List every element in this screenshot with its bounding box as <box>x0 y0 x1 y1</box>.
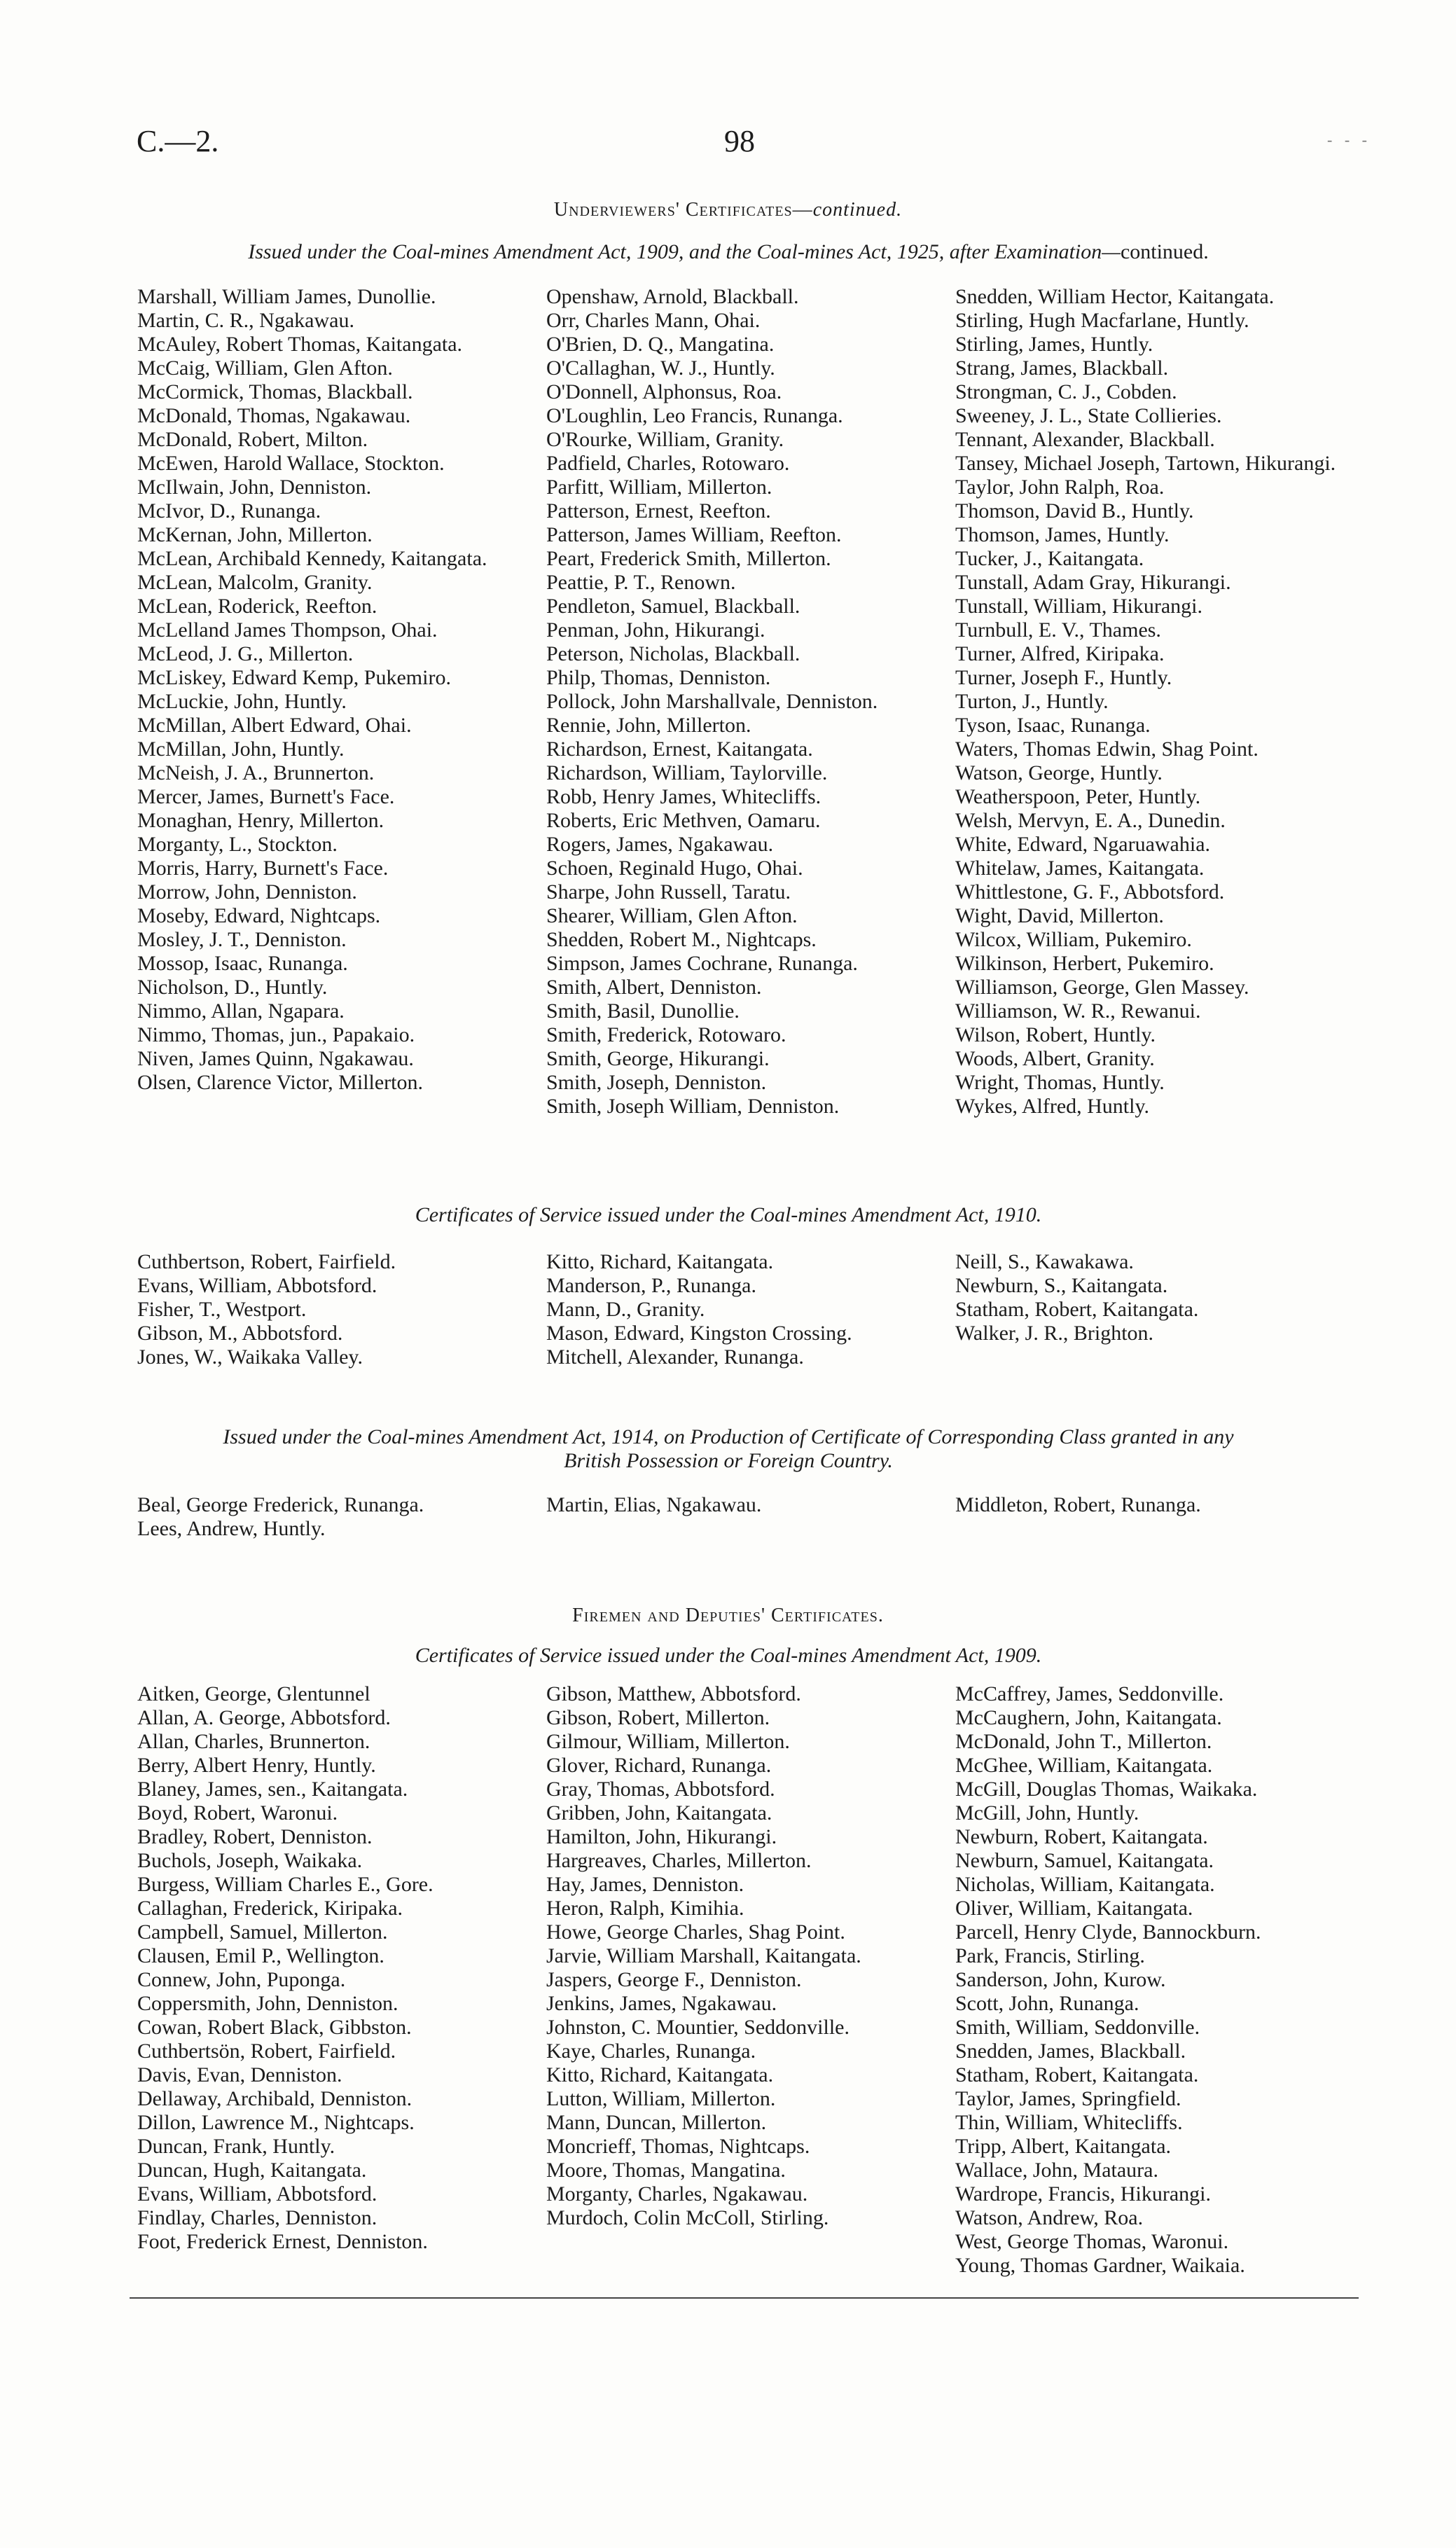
list-item: Jones, W., Waikaka Valley. <box>137 1345 363 1369</box>
list-item: McLean, Roderick, Reefton. <box>137 595 377 618</box>
list-item: Smith, Joseph William, Denniston. <box>546 1095 840 1118</box>
list-item: Oliver, William, Kaitangata. <box>955 1897 1193 1920</box>
list-item: Stirling, Hugh Macfarlane, Huntly. <box>955 309 1249 332</box>
list-item: Wallace, John, Mataura. <box>955 2159 1158 2182</box>
list-item: McGill, John, Huntly. <box>955 1801 1139 1825</box>
list-item: Burgess, William Charles E., Gore. <box>137 1873 434 1896</box>
list-item: Walker, J. R., Brighton. <box>955 1322 1154 1345</box>
list-item: Pendleton, Samuel, Blackball. <box>546 595 800 618</box>
list-item: Snedden, William Hector, Kaitangata. <box>955 285 1275 308</box>
list-item: Sharpe, John Russell, Taratu. <box>546 880 791 903</box>
list-item: Thomson, David B., Huntly. <box>955 499 1194 522</box>
list-item: Smith, William, Seddonville. <box>955 2016 1200 2039</box>
list-item: West, George Thomas, Waronui. <box>955 2230 1229 2253</box>
list-item: Richardson, Ernest, Kaitangata. <box>546 738 813 761</box>
list-item: Whittlestone, G. F., Abbotsford. <box>955 880 1225 903</box>
list-item: McCaig, William, Glen Afton. <box>137 356 393 380</box>
list-item: Aitken, George, Glentunnel <box>137 1682 370 1705</box>
list-item: Evans, William, Abbotsford. <box>137 1274 377 1297</box>
list-item: McAuley, Robert Thomas, Kaitangata. <box>137 333 463 356</box>
list-item: Wykes, Alfred, Huntly. <box>955 1095 1150 1118</box>
list-item: Wilkinson, Herbert, Pukemiro. <box>955 952 1214 975</box>
list-item: Jaspers, George F., Denniston. <box>546 1968 802 1991</box>
list-item: McEwen, Harold Wallace, Stockton. <box>137 452 445 475</box>
list-item: Pollock, John Marshallvale, Denniston. <box>546 690 878 713</box>
list-item: Peterson, Nicholas, Blackball. <box>546 642 800 665</box>
list-item: Wardrope, Francis, Hikurangi. <box>955 2182 1211 2206</box>
list-item: Fisher, T., Westport. <box>137 1298 307 1321</box>
list-item: Lees, Andrew, Huntly. <box>137 1517 326 1540</box>
list-item: McCaffrey, James, Seddonville. <box>955 1682 1224 1705</box>
list-item: O'Brien, D. Q., Mangatina. <box>546 333 775 356</box>
list-item: Padfield, Charles, Rotowaro. <box>546 452 790 475</box>
list-item: Roberts, Eric Methven, Oamaru. <box>546 809 821 832</box>
list-item: Manderson, P., Runanga. <box>546 1274 756 1297</box>
list-item: Openshaw, Arnold, Blackball. <box>546 285 799 308</box>
list-item: Glover, Richard, Runanga. <box>546 1754 772 1777</box>
list-item: Martin, C. R., Ngakawau. <box>137 309 354 332</box>
list-item: Sanderson, John, Kurow. <box>955 1968 1166 1991</box>
list-item: McLiskey, Edward Kemp, Pukemiro. <box>137 666 451 689</box>
list-item: Parfitt, William, Millerton. <box>546 476 772 499</box>
list-item: Morris, Harry, Burnett's Face. <box>137 857 389 880</box>
list-item: Nimmo, Allan, Ngapara. <box>137 999 345 1023</box>
list-item: Clausen, Emil P., Wellington. <box>137 1944 384 1967</box>
list-item: Statham, Robert, Kaitangata. <box>955 2063 1199 2086</box>
name-columns-underviewers <box>137 285 1371 1119</box>
list-item: Peattie, P. T., Renown. <box>546 571 736 594</box>
list-item: Marshall, William James, Dunollie. <box>137 285 436 308</box>
list-item: Martin, Elias, Ngakawau. <box>546 1493 762 1516</box>
list-item: Bradley, Robert, Denniston. <box>137 1825 373 1848</box>
column-3 <box>955 285 1371 1119</box>
list-item: Buchols, Joseph, Waikaka. <box>137 1849 363 1872</box>
list-item: Mossop, Isaac, Runanga. <box>137 952 348 975</box>
list-item: Shedden, Robert M., Nightcaps. <box>546 928 817 951</box>
list-item: Turner, Alfred, Kiripaka. <box>955 642 1165 665</box>
list-item: Niven, James Quinn, Ngakawau. <box>137 1047 414 1070</box>
name-columns-1914 <box>137 1493 1371 1541</box>
list-item: Waters, Thomas Edwin, Shag Point. <box>955 738 1259 761</box>
list-item: Sweeney, J. L., State Collieries. <box>955 404 1222 427</box>
list-item: McDonald, John T., Millerton. <box>955 1730 1212 1753</box>
list-item: Tyson, Isaac, Runanga. <box>955 714 1151 737</box>
list-item: Kaye, Charles, Runanga. <box>546 2040 756 2063</box>
list-item: Morganty, L., Stockton. <box>137 833 338 856</box>
list-item: Newburn, Robert, Kaitangata. <box>955 1825 1208 1848</box>
list-item: Cowan, Robert Black, Gibbston. <box>137 2016 412 2039</box>
list-item: Coppersmith, John, Denniston. <box>137 1992 398 2015</box>
list-item: Robb, Henry James, Whitecliffs. <box>546 785 821 808</box>
list-item: Watson, Andrew, Roa. <box>955 2206 1144 2229</box>
list-item: Nicholson, D., Huntly. <box>137 976 328 999</box>
list-item: Moncrieff, Thomas, Nightcaps. <box>546 2135 810 2158</box>
list-item: Gilmour, William, Millerton. <box>546 1730 790 1753</box>
list-item: Mosley, J. T., Denniston. <box>137 928 347 951</box>
list-item: Smith, George, Hikurangi. <box>546 1047 770 1070</box>
list-item: Woods, Albert, Granity. <box>955 1047 1155 1070</box>
list-item: O'Loughlin, Leo Francis, Runanga. <box>546 404 843 427</box>
list-item: Smith, Joseph, Denniston. <box>546 1071 767 1094</box>
section-heading-underviewers <box>0 198 1456 222</box>
list-item: Williamson, W. R., Rewanui. <box>955 999 1201 1023</box>
list-item: Duncan, Hugh, Kaitangata. <box>137 2159 367 2182</box>
list-item: Smith, Basil, Dunollie. <box>546 999 740 1023</box>
list-item: Gibson, Matthew, Abbotsford. <box>546 1682 801 1705</box>
section-subheading <box>112 240 1345 264</box>
column-1 <box>137 285 546 1119</box>
list-item: Connew, John, Puponga. <box>137 1968 346 1991</box>
list-item: O'Donnell, Alphonsus, Roa. <box>546 380 782 403</box>
list-item: Nicholas, William, Kaitangata. <box>955 1873 1215 1896</box>
list-item: Taylor, James, Springfield. <box>955 2087 1181 2110</box>
list-item: McLean, Archibald Kennedy, Kaitangata. <box>137 547 487 570</box>
list-item: Boyd, Robert, Waronui. <box>137 1801 338 1825</box>
list-item: Heron, Ralph, Kimihia. <box>546 1897 744 1920</box>
list-item: Newburn, S., Kaitangata. <box>955 1274 1168 1297</box>
list-item: Mercer, James, Burnett's Face. <box>137 785 395 808</box>
list-item: Monaghan, Henry, Millerton. <box>137 809 384 832</box>
list-item: McIvor, D., Runanga. <box>137 499 321 522</box>
list-item: Mason, Edward, Kingston Crossing. <box>546 1322 852 1345</box>
column-2 <box>546 1250 955 1369</box>
list-item: Snedden, James, Blackball. <box>955 2040 1186 2063</box>
list-item: Olsen, Clarence Victor, Millerton. <box>137 1071 424 1094</box>
list-item: Mann, Duncan, Millerton. <box>546 2111 767 2134</box>
list-item: Beal, George Frederick, Runanga. <box>137 1493 424 1516</box>
list-item: Tunstall, William, Hikurangi. <box>955 595 1202 618</box>
list-item: Weatherspoon, Peter, Huntly. <box>955 785 1201 808</box>
list-item: Hargreaves, Charles, Millerton. <box>546 1849 812 1872</box>
list-item: Dellaway, Archibald, Denniston. <box>137 2087 412 2110</box>
section-subheading-1914 <box>112 1425 1345 1473</box>
name-columns-service-1910 <box>137 1250 1371 1369</box>
list-item: Nimmo, Thomas, jun., Papakaio. <box>137 1023 415 1046</box>
list-item: Scott, John, Runanga. <box>955 1992 1139 2015</box>
list-item: Smith, Frederick, Rotowaro. <box>546 1023 786 1046</box>
list-item: Rogers, James, Ngakawau. <box>546 833 774 856</box>
bottom-rule <box>130 2297 1359 2299</box>
list-item: Gray, Thomas, Abbotsford. <box>546 1778 775 1801</box>
list-item: Tennant, Alexander, Blackball. <box>955 428 1215 451</box>
column-2 <box>546 1682 955 2278</box>
list-item: Kitto, Richard, Kaitangata. <box>546 2063 774 2086</box>
list-item: Watson, George, Huntly. <box>955 761 1163 784</box>
corner-mark: - - - <box>1327 131 1371 148</box>
section-subheading-firemen: Certificates of Service issued under the Coal-mines Amendment Act, 1909. <box>415 1644 1042 1667</box>
list-item: Whitelaw, James, Kaitangata. <box>955 857 1205 880</box>
list-item: Turner, Joseph F., Huntly. <box>955 666 1172 689</box>
list-item: Evans, William, Abbotsford. <box>137 2182 377 2206</box>
list-item: Duncan, Frank, Huntly. <box>137 2135 335 2158</box>
list-item: Jenkins, James, Ngakawau. <box>546 1992 777 2015</box>
list-item: Dillon, Lawrence M., Nightcaps. <box>137 2111 415 2134</box>
list-item: Allan, Charles, Brunnerton. <box>137 1730 370 1753</box>
subheading-main: Issued under the Coal-mines Amendment Act, 1909, and the Coal-mines Act, 1925, after Examination— <box>248 240 1121 263</box>
list-item: Johnston, C. Mountier, Seddonville. <box>546 2016 850 2039</box>
list-item: Mann, D., Granity. <box>546 1298 705 1321</box>
list-item: McKernan, John, Millerton. <box>137 523 373 546</box>
list-item: Tucker, J., Kaitangata. <box>955 547 1144 570</box>
list-item: Gribben, John, Kaitangata. <box>546 1801 772 1825</box>
list-item: Jarvie, William Marshall, Kaitangata. <box>546 1944 861 1967</box>
list-item: Campbell, Samuel, Millerton. <box>137 1920 388 1944</box>
list-item: Callaghan, Frederick, Kiripaka. <box>137 1897 403 1920</box>
list-item: Philp, Thomas, Denniston. <box>546 666 771 689</box>
list-item: McLean, Malcolm, Granity. <box>137 571 373 594</box>
list-item: Tripp, Albert, Kaitangata. <box>955 2135 1172 2158</box>
list-item: Blaney, James, sen., Kaitangata. <box>137 1778 408 1801</box>
list-item: Findlay, Charles, Denniston. <box>137 2206 377 2229</box>
list-item: Wilcox, William, Pukemiro. <box>955 928 1192 951</box>
list-item: McLelland James Thompson, Ohai. <box>137 618 438 642</box>
list-item: McLeod, J. G., Millerton. <box>137 642 354 665</box>
list-item: Peart, Frederick Smith, Millerton. <box>546 547 831 570</box>
list-item: McDonald, Robert, Milton. <box>137 428 368 451</box>
list-item: Morrow, John, Denniston. <box>137 880 357 903</box>
list-item: O'Callaghan, W. J., Huntly. <box>546 356 775 380</box>
list-item: Gibson, Robert, Millerton. <box>546 1706 770 1729</box>
page-number: 98 <box>724 124 755 158</box>
subheading-line-1: Issued under the Coal-mines Amendment Act, 1914, on Production of Certificate of Corresponding Class granted in any <box>223 1425 1234 1448</box>
list-item: McMillan, John, Huntly. <box>137 738 345 761</box>
section-heading-firemen: Firemen and Deputies' Certificates. <box>572 1605 884 1626</box>
subheading-cont: continued. <box>1120 240 1209 263</box>
list-item: Williamson, George, Glen Massey. <box>955 976 1249 999</box>
list-item: Morganty, Charles, Ngakawau. <box>546 2182 808 2206</box>
list-item: Lutton, William, Millerton. <box>546 2087 776 2110</box>
subheading-line-2: British Possession or Foreign Country. <box>564 1449 893 1472</box>
list-item: Taylor, John Ralph, Roa. <box>955 476 1165 499</box>
list-item: Smith, Albert, Denniston. <box>546 976 762 999</box>
list-item: Welsh, Mervyn, E. A., Dunedin. <box>955 809 1226 832</box>
section-heading-cont: continued. <box>812 199 903 221</box>
list-item: Shearer, William, Glen Afton. <box>546 904 798 927</box>
list-item: Moseby, Edward, Nightcaps. <box>137 904 381 927</box>
list-item: Wright, Thomas, Huntly. <box>955 1071 1165 1094</box>
list-item: Simpson, James Cochrane, Runanga. <box>546 952 858 975</box>
name-columns-firemen <box>137 1682 1371 2278</box>
list-item: McNeish, J. A., Brunnerton. <box>137 761 375 784</box>
list-item: Wilson, Robert, Huntly. <box>955 1023 1156 1046</box>
list-item: Hamilton, John, Hikurangi. <box>546 1825 777 1848</box>
list-item: Orr, Charles Mann, Ohai. <box>546 309 761 332</box>
list-item: McLuckie, John, Huntly. <box>137 690 347 713</box>
list-item: Wight, David, Millerton. <box>955 904 1164 927</box>
list-item: Rennie, John, Millerton. <box>546 714 751 737</box>
list-item: Penman, John, Hikurangi. <box>546 618 765 642</box>
list-item: McGhee, William, Kaitangata. <box>955 1754 1213 1777</box>
column-2 <box>546 1493 955 1541</box>
list-item: Thomson, James, Huntly. <box>955 523 1170 546</box>
list-item: Cuthbertsön, Robert, Fairfield. <box>137 2040 396 2063</box>
list-item: Cuthbertson, Robert, Fairfield. <box>137 1250 396 1273</box>
column-2 <box>546 285 955 1119</box>
list-item: White, Edward, Ngaruawahia. <box>955 833 1211 856</box>
list-item: Schoen, Reginald Hugo, Ohai. <box>546 857 803 880</box>
list-item: Thin, William, Whitecliffs. <box>955 2111 1183 2134</box>
list-item: O'Rourke, William, Granity. <box>546 428 784 451</box>
list-item: Kitto, Richard, Kaitangata. <box>546 1250 774 1273</box>
list-item: McGill, Douglas Thomas, Waikaka. <box>955 1778 1258 1801</box>
list-item: Middleton, Robert, Runanga. <box>955 1493 1201 1516</box>
list-item: Patterson, Ernest, Reefton. <box>546 499 771 522</box>
list-item: Tansey, Michael Joseph, Tartown, Hikurangi. <box>955 452 1336 475</box>
column-3 <box>955 1493 1371 1541</box>
list-item: Gibson, M., Abbotsford. <box>137 1322 343 1345</box>
column-1 <box>137 1250 546 1369</box>
column-3 <box>955 1250 1371 1369</box>
list-item: Hay, James, Denniston. <box>546 1873 744 1896</box>
list-item: Howe, George Charles, Shag Point. <box>546 1920 845 1944</box>
document-reference: C.—2. <box>137 124 219 158</box>
list-item: McCaughern, John, Kaitangata. <box>955 1706 1222 1729</box>
list-item: McDonald, Thomas, Ngakawau. <box>137 404 411 427</box>
list-item: Tunstall, Adam Gray, Hikurangi. <box>955 571 1231 594</box>
list-item: Stirling, James, Huntly. <box>955 333 1153 356</box>
list-item: Neill, S., Kawakawa. <box>955 1250 1134 1273</box>
list-item: McMillan, Albert Edward, Ohai. <box>137 714 412 737</box>
column-3 <box>955 1682 1371 2278</box>
list-item: McIlwain, John, Denniston. <box>137 476 372 499</box>
column-1 <box>137 1682 546 2278</box>
list-item: Moore, Thomas, Mangatina. <box>546 2159 786 2182</box>
section-heading-main: Underviewers' Certificates— <box>553 199 813 221</box>
list-item: Statham, Robert, Kaitangata. <box>955 1298 1199 1321</box>
list-item: Turton, J., Huntly. <box>955 690 1109 713</box>
list-item: Parcell, Henry Clyde, Bannockburn. <box>955 1920 1261 1944</box>
list-item: Murdoch, Colin McColl, Stirling. <box>546 2206 829 2229</box>
column-1 <box>137 1493 546 1541</box>
list-item: Berry, Albert Henry, Huntly. <box>137 1754 376 1777</box>
list-item: Strongman, C. J., Cobden. <box>955 380 1177 403</box>
list-item: Young, Thomas Gardner, Waikaia. <box>955 2254 1245 2277</box>
list-item: Foot, Frederick Ernest, Denniston. <box>137 2230 428 2253</box>
list-item: Allan, A. George, Abbotsford. <box>137 1706 391 1729</box>
list-item: McCormick, Thomas, Blackball. <box>137 380 413 403</box>
list-item: Richardson, William, Taylorville. <box>546 761 828 784</box>
list-item: Park, Francis, Stirling. <box>955 1944 1145 1967</box>
list-item: Turnbull, E. V., Thames. <box>955 618 1161 642</box>
list-item: Mitchell, Alexander, Runanga. <box>546 1345 804 1369</box>
list-item: Davis, Evan, Denniston. <box>137 2063 342 2086</box>
list-item: Strang, James, Blackball. <box>955 356 1169 380</box>
list-item: Newburn, Samuel, Kaitangata. <box>955 1849 1214 1872</box>
section-subheading-service-1910: Certificates of Service issued under the Coal-mines Amendment Act, 1910. <box>415 1203 1042 1226</box>
list-item: Patterson, James William, Reefton. <box>546 523 842 546</box>
